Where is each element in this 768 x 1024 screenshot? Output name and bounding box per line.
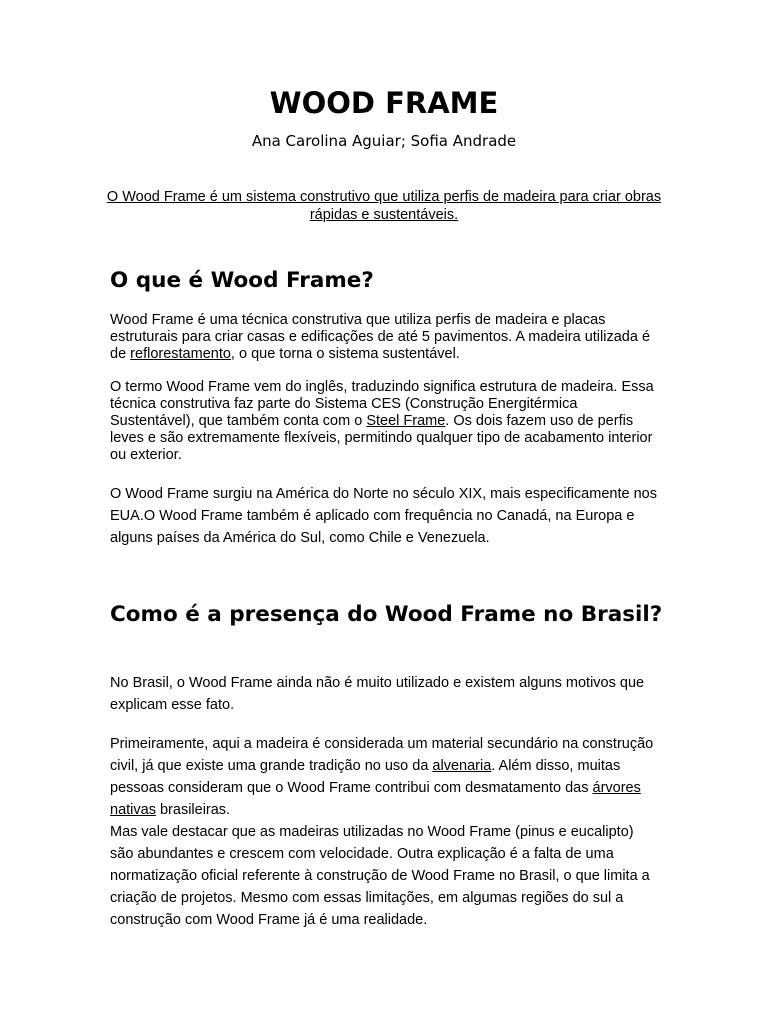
paragraph-brazil-reasons bbox=[110, 733, 660, 821]
masonry-link[interactable]: alvenaria bbox=[432, 758, 492, 774]
paragraph-text: . Além disso, muitas pessoas consideram que o Wood Frame contribui com desmatamento das bbox=[110, 758, 621, 796]
paragraph-brazil-outlook: Mas vale destacar que as madeiras utilizadas no Wood Frame (pinus e eucalipto) são abundantes e crescem com velocidade. Outra explicação é a falta de uma normatização oficial referente à construção de Wood Frame no Brasil, o que limita a criação de projetos. Mesmo com essas limitações, em algumas regiões do sul a construção com Wood Frame já é uma realidade. bbox=[110, 824, 650, 928]
paragraph-text: , o que torna o sistema sustentável. bbox=[230, 346, 460, 362]
document-authors: Ana Carolina Aguiar; Sofia Andrade bbox=[251, 132, 517, 150]
paragraph-origin-term bbox=[110, 379, 660, 464]
paragraph-text: . Os dois fazem uso de perfis leves e são extremamente flexíveis, permitindo qualquer tipo de acabamento interior ou exterior. bbox=[110, 413, 653, 463]
document-title: WOOD FRAME bbox=[269, 86, 499, 120]
paragraph-history: O Wood Frame surgiu na América do Norte no século XIX, mais especificamente nos EUA.O Wood Frame também é aplicado com frequência no Canadá, na Europa e alguns países da América do Sul, como Chile e Venezuela. bbox=[110, 486, 657, 546]
section-heading-what-is: O que é Wood Frame? bbox=[110, 268, 374, 293]
document-summary[interactable]: O Wood Frame é um sistema construtivo que utiliza perfis de madeira para criar obras rápidas e sustentáveis. bbox=[106, 189, 662, 223]
reforestation-link[interactable]: reflorestamento bbox=[130, 346, 231, 362]
native-trees-link[interactable]: árvores nativas bbox=[110, 780, 641, 818]
paragraph-text: Primeiramente, aqui a madeira é considerada um material secundário na construção civil, já que existe uma grande tradição no uso da bbox=[110, 736, 654, 774]
paragraph-text: O termo Wood Frame vem do inglês, traduzindo significa estrutura de madeira. Essa técnica construtiva faz parte do Sistema CES (Construção Energitérmica Sustentável), que também conta com o bbox=[110, 379, 654, 429]
steel-frame-link[interactable]: Steel Frame bbox=[366, 413, 446, 429]
paragraph-definition bbox=[110, 312, 660, 363]
paragraph-brazil-intro: No Brasil, o Wood Frame ainda não é muito utilizado e existem alguns motivos que explicam esse fato. bbox=[110, 675, 645, 713]
section-heading-brazil: Como é a presença do Wood Frame no Brasil? bbox=[110, 602, 663, 627]
paragraph-text: brasileiras. bbox=[155, 802, 231, 818]
paragraph-text: Wood Frame é uma técnica construtiva que utiliza perfis de madeira e placas estruturais para criar casas e edificações de até 5 pavimentos. A madeira utilizada é de bbox=[110, 312, 651, 362]
